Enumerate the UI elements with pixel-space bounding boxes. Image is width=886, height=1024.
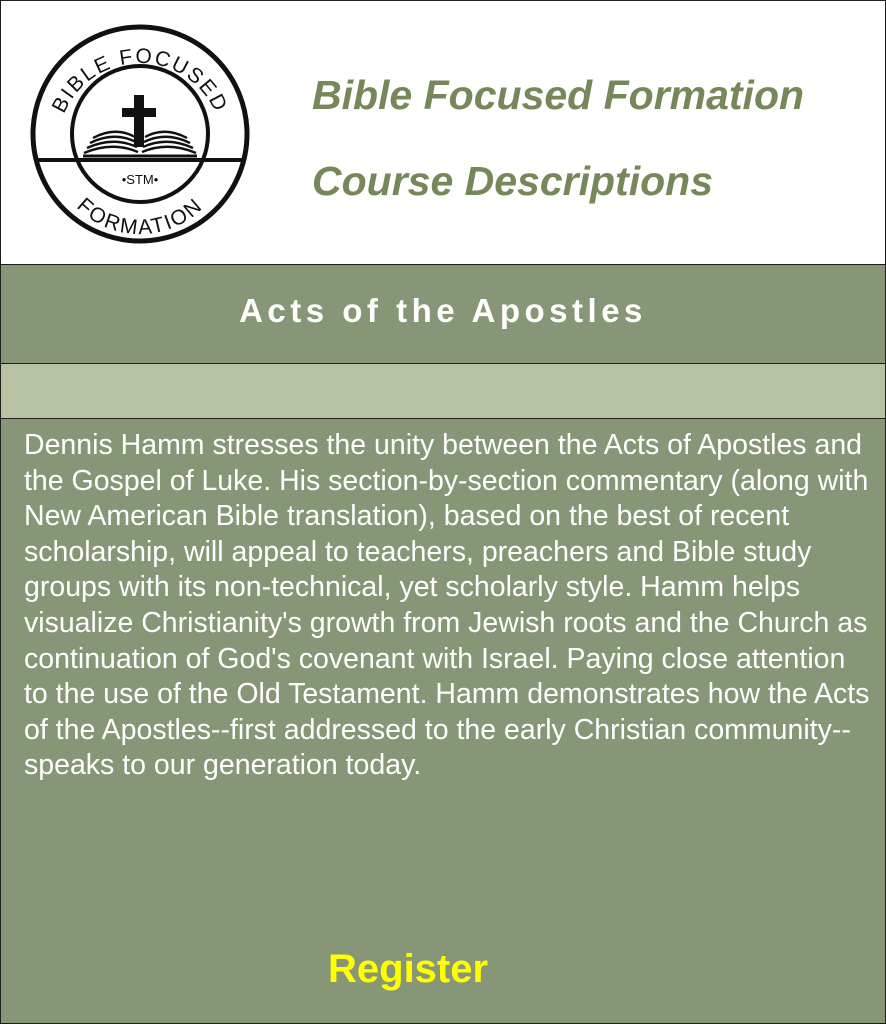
logo bbox=[27, 23, 253, 245]
course-title: Acts of the Apostles bbox=[239, 291, 647, 329]
course-title-bar bbox=[1, 265, 885, 364]
course-description-panel bbox=[1, 419, 885, 1023]
header bbox=[1, 1, 885, 265]
register-link[interactable]: Register bbox=[328, 947, 489, 991]
header-subtitle: Course Descriptions bbox=[312, 158, 713, 204]
header-title: Bible Focused Formation bbox=[312, 72, 805, 118]
divider-band bbox=[1, 364, 885, 419]
logo-seal bbox=[27, 23, 253, 245]
logo-top-text: BIBLE FOCUSED bbox=[47, 44, 233, 117]
logo-bottom-text: FORMATION bbox=[72, 193, 208, 240]
course-description: Dennis Hamm stresses the unity between the Acts of Apostles and the Gospel of Luke. His section-by-section commentary (along with New American Bible translation), based on the best of recent scholarship, will appeal to teachers, preachers and Bible study groups with its non-technical, yet scholarly style. Hamm helps visualize Christianity's growth from Jewish roots and the Church as continuation of God's covenant with Israel. Paying close attention to the use of the Old Testament. Hamm demonstrates how the Acts of the Apostles--first addressed to the early Christian community--speaks to our generation today. bbox=[24, 429, 870, 782]
logo-center-text: •STM• bbox=[121, 172, 159, 187]
